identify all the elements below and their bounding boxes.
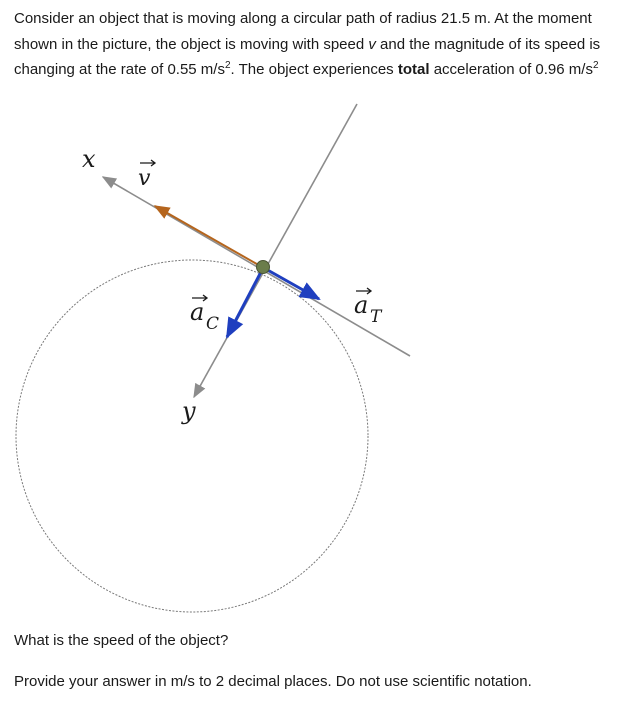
problem-mid2: . The object experiences	[230, 61, 398, 78]
question-text: What is the speed of the object?	[14, 632, 229, 649]
tangential-acceleration-label	[354, 288, 383, 327]
velocity-label-text: v	[138, 166, 151, 191]
problem-mid: and the magnitude of its speed is changing at the rate of 0.55 m/s	[14, 35, 601, 78]
ac-label-base: a	[190, 298, 205, 326]
answer-instructions: Provide your answer in m/s to 2 decimal places. Do not use scientific notation.	[14, 673, 532, 690]
object-dot	[257, 261, 270, 274]
centripetal-acceleration-vector	[227, 270, 262, 337]
centripetal-acceleration-label	[190, 295, 219, 334]
problem-intro: Consider an object that is moving along a circular path of radius 21.5 m. At the moment shown in the picture, the object is moving with speed	[14, 10, 592, 53]
x-axis-label: x	[82, 145, 96, 173]
bold-total: total	[397, 61, 430, 78]
velocity-vector	[155, 206, 262, 267]
problem-end: acceleration of 0.96 m/s	[429, 61, 593, 78]
at-label-sub: T	[370, 307, 382, 327]
y-axis-label: y	[182, 397, 196, 425]
speed-variable: v	[368, 35, 376, 53]
ac-label-sub: C	[206, 314, 220, 334]
y-axis-line	[194, 104, 357, 397]
exponent-1: 2	[224, 60, 231, 71]
tangential-acceleration-vector	[264, 268, 319, 299]
exponent-2: 2	[592, 60, 599, 71]
at-label-base: a	[354, 291, 369, 319]
velocity-label	[138, 160, 155, 191]
